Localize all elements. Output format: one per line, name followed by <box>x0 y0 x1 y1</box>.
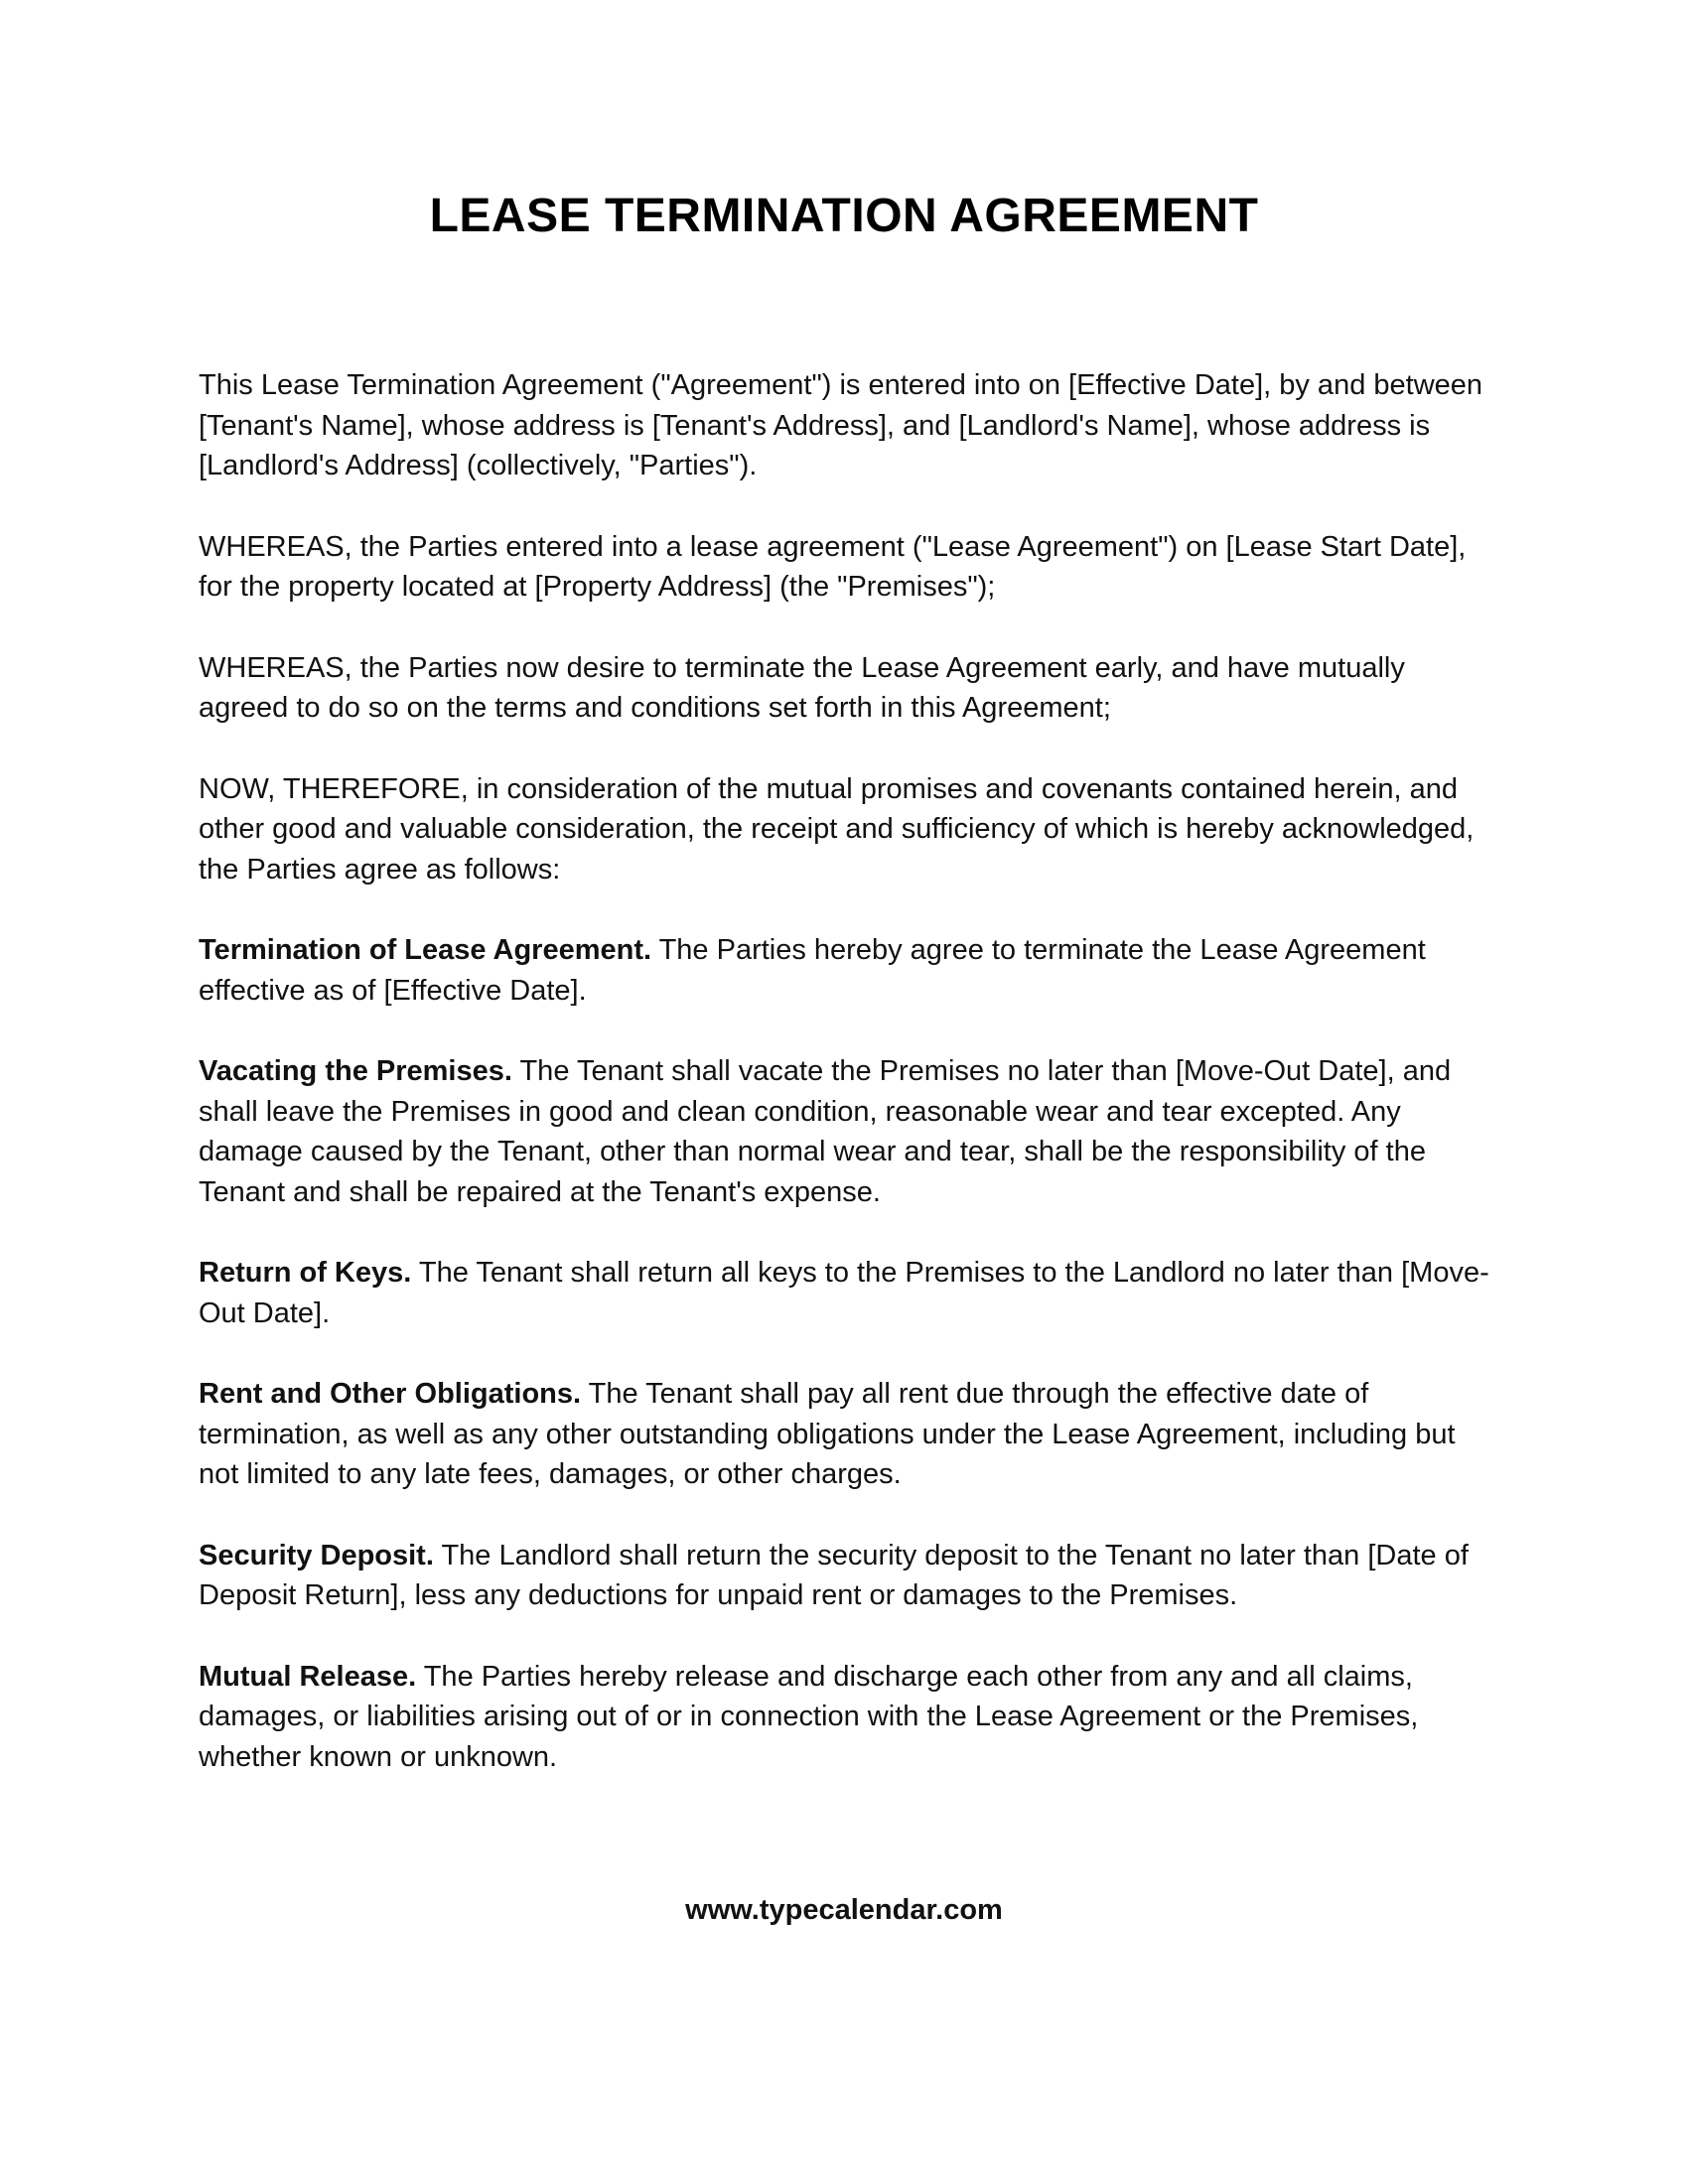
section-text: The Parties hereby agree to terminate the Lease Agreement effective as of [Effective Date]. <box>199 934 1426 1007</box>
section-mutual-release <box>199 1657 1499 1778</box>
section-text: The Tenant shall return all keys to the Premises to the Landlord no later than [Move-Out Date]. <box>199 1257 1489 1329</box>
therefore-paragraph: NOW, THEREFORE, in consideration of the mutual promises and covenants contained herein, and other good and valuable consideration, the receipt and sufficiency of which is hereby acknowledged, the Parties agree as follows: <box>199 772 1475 886</box>
section-heading: Termination of Lease Agreement. <box>199 934 652 966</box>
intro-paragraph: This Lease Termination Agreement ("Agreement") is entered into on [Effective Date], by and between [Tenant's Name], whose address is [Tenant's Address], and [Landlord's Name], whose address is [Landlord's Address] (collectively, "Parties"). <box>199 369 1483 481</box>
footer-website: www.typecalendar.com <box>685 1894 1003 1926</box>
section-termination <box>199 930 1499 1011</box>
whereas-paragraph-1: WHEREAS, the Parties entered into a lease agreement ("Lease Agreement") on [Lease Start Date], for the property located at [Property Address] (the "Premises"); <box>199 530 1467 603</box>
document-title: LEASE TERMINATION AGREEMENT <box>429 190 1259 242</box>
section-heading: Mutual Release. <box>199 1660 417 1693</box>
document-body <box>199 365 1499 1818</box>
section-heading: Return of Keys. <box>199 1257 412 1289</box>
section-heading: Rent and Other Obligations. <box>199 1378 582 1410</box>
whereas-paragraph-2: WHEREAS, the Parties now desire to terminate the Lease Agreement early, and have mutually agreed to do so on the terms and conditions set forth in this Agreement; <box>199 651 1405 724</box>
section-text: The Parties hereby release and discharge each other from any and all claims, damages, or liabilities arising out of or in connection with the Lease Agreement or the Premises, whether known or unknown. <box>199 1660 1419 1773</box>
section-rent-obligations <box>199 1374 1499 1495</box>
section-text: The Tenant shall vacate the Premises no later than [Move-Out Date], and shall leave the Premises in good and clean condition, reasonable wear and tear excepted. Any damage caused by the Tenant, other than normal wear and tear, shall be the responsibility of the Tenant and shall be repaired at the Tenant's expense. <box>199 1055 1452 1208</box>
section-heading: Vacating the Premises. <box>199 1055 512 1087</box>
section-return-of-keys <box>199 1253 1499 1333</box>
section-text: The Landlord shall return the security deposit to the Tenant no later than [Date of Deposit Return], less any deductions for unpaid rent or damages to the Premises. <box>199 1539 1469 1611</box>
section-vacating <box>199 1051 1499 1212</box>
section-security-deposit <box>199 1536 1499 1616</box>
section-heading: Security Deposit. <box>199 1539 434 1571</box>
section-text: The Tenant shall pay all rent due through the effective date of termination, as well as any other outstanding obligations under the Lease Agreement, including but not limited to any late fees, damages, or other charges. <box>199 1378 1456 1490</box>
